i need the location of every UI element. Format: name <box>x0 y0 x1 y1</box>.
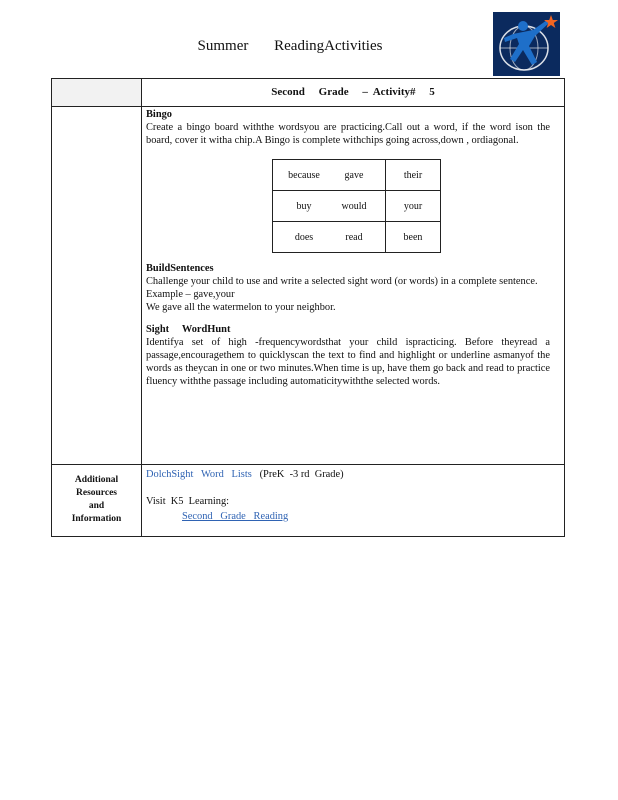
header-left-cell <box>52 79 141 106</box>
bingo-cell-group <box>273 160 386 191</box>
logo-graphic <box>493 12 560 76</box>
bingo-section <box>146 109 550 253</box>
bingo-row <box>273 191 441 222</box>
row-divider-resources <box>52 464 564 465</box>
bingo-row <box>273 222 441 253</box>
resources-content <box>146 468 556 523</box>
build-sentences-example-sentence: We gave all the watermelon to your neighbor. <box>146 302 336 313</box>
bingo-word: does <box>294 231 314 243</box>
bingo-cell-group <box>273 222 386 253</box>
second-grade-reading-link[interactable]: Second Grade Reading <box>182 511 289 522</box>
build-sentences-title: BuildSentences <box>146 263 214 274</box>
dolch-grade-range: (PreK -3 rd Grade) <box>259 469 344 480</box>
activity-content <box>146 109 550 388</box>
page-title: Summer ReadingActivities <box>197 38 383 54</box>
column-divider <box>141 79 142 536</box>
build-sentences-example: Example – gave,your <box>146 289 235 300</box>
bingo-table <box>272 159 441 253</box>
bingo-word: your <box>386 191 441 222</box>
dolch-sight-word-lists-link[interactable]: DolchSight Word Lists <box>146 469 252 480</box>
bingo-title: Bingo <box>146 109 172 120</box>
resources-label-line: and <box>88 501 105 511</box>
sight-word-hunt-text: Identifya set of high -frequencywordsthat your child ispracticing. Before theyread a passage,encouragethem to quicklyscan the text to find and highlight or underline asmanyof the words as theycan in one or two minutes.When time is up, have them go back and read to practice fluency withthe passage including automaticitywiththe selected words. <box>146 337 550 387</box>
running-figure-logo-icon <box>493 12 560 76</box>
bingo-word: been <box>386 222 441 253</box>
bingo-board <box>272 159 550 253</box>
activity-header: Second Grade – Activity# 5 <box>271 86 435 98</box>
bingo-cell-group <box>273 191 386 222</box>
resources-label-line: Information <box>71 514 122 524</box>
row-divider-header <box>52 106 564 107</box>
resources-label-line: Additional <box>74 475 119 485</box>
sight-word-hunt-title: Sight WordHunt <box>146 324 231 335</box>
bingo-word: would <box>341 200 367 212</box>
resources-label <box>52 474 141 526</box>
activity-table <box>51 78 565 537</box>
sight-word-hunt-section <box>146 324 550 388</box>
bingo-row <box>273 160 441 191</box>
resources-label-line: Resources <box>76 488 117 498</box>
bingo-word: read <box>345 231 363 243</box>
bingo-word: their <box>386 160 441 191</box>
bingo-word: because <box>288 169 320 181</box>
dolch-line <box>146 468 556 481</box>
visit-k5-text: Visit K5 Learning: <box>146 496 230 507</box>
build-sentences-text: Challenge your child to use and write a selected sight word (or words) in a complete sentence. <box>146 276 538 287</box>
bingo-word: gave <box>344 169 364 181</box>
k5-list-item <box>162 510 556 523</box>
build-sentences-section <box>146 263 550 314</box>
bingo-text: Create a bingo board withthe wordsyou are practicing.Call out a word, if the word ison the board, cover it witha chip.A Bingo is complete withchips going across,down , ordiagonal. <box>146 122 550 146</box>
bingo-word: buy <box>296 200 312 212</box>
